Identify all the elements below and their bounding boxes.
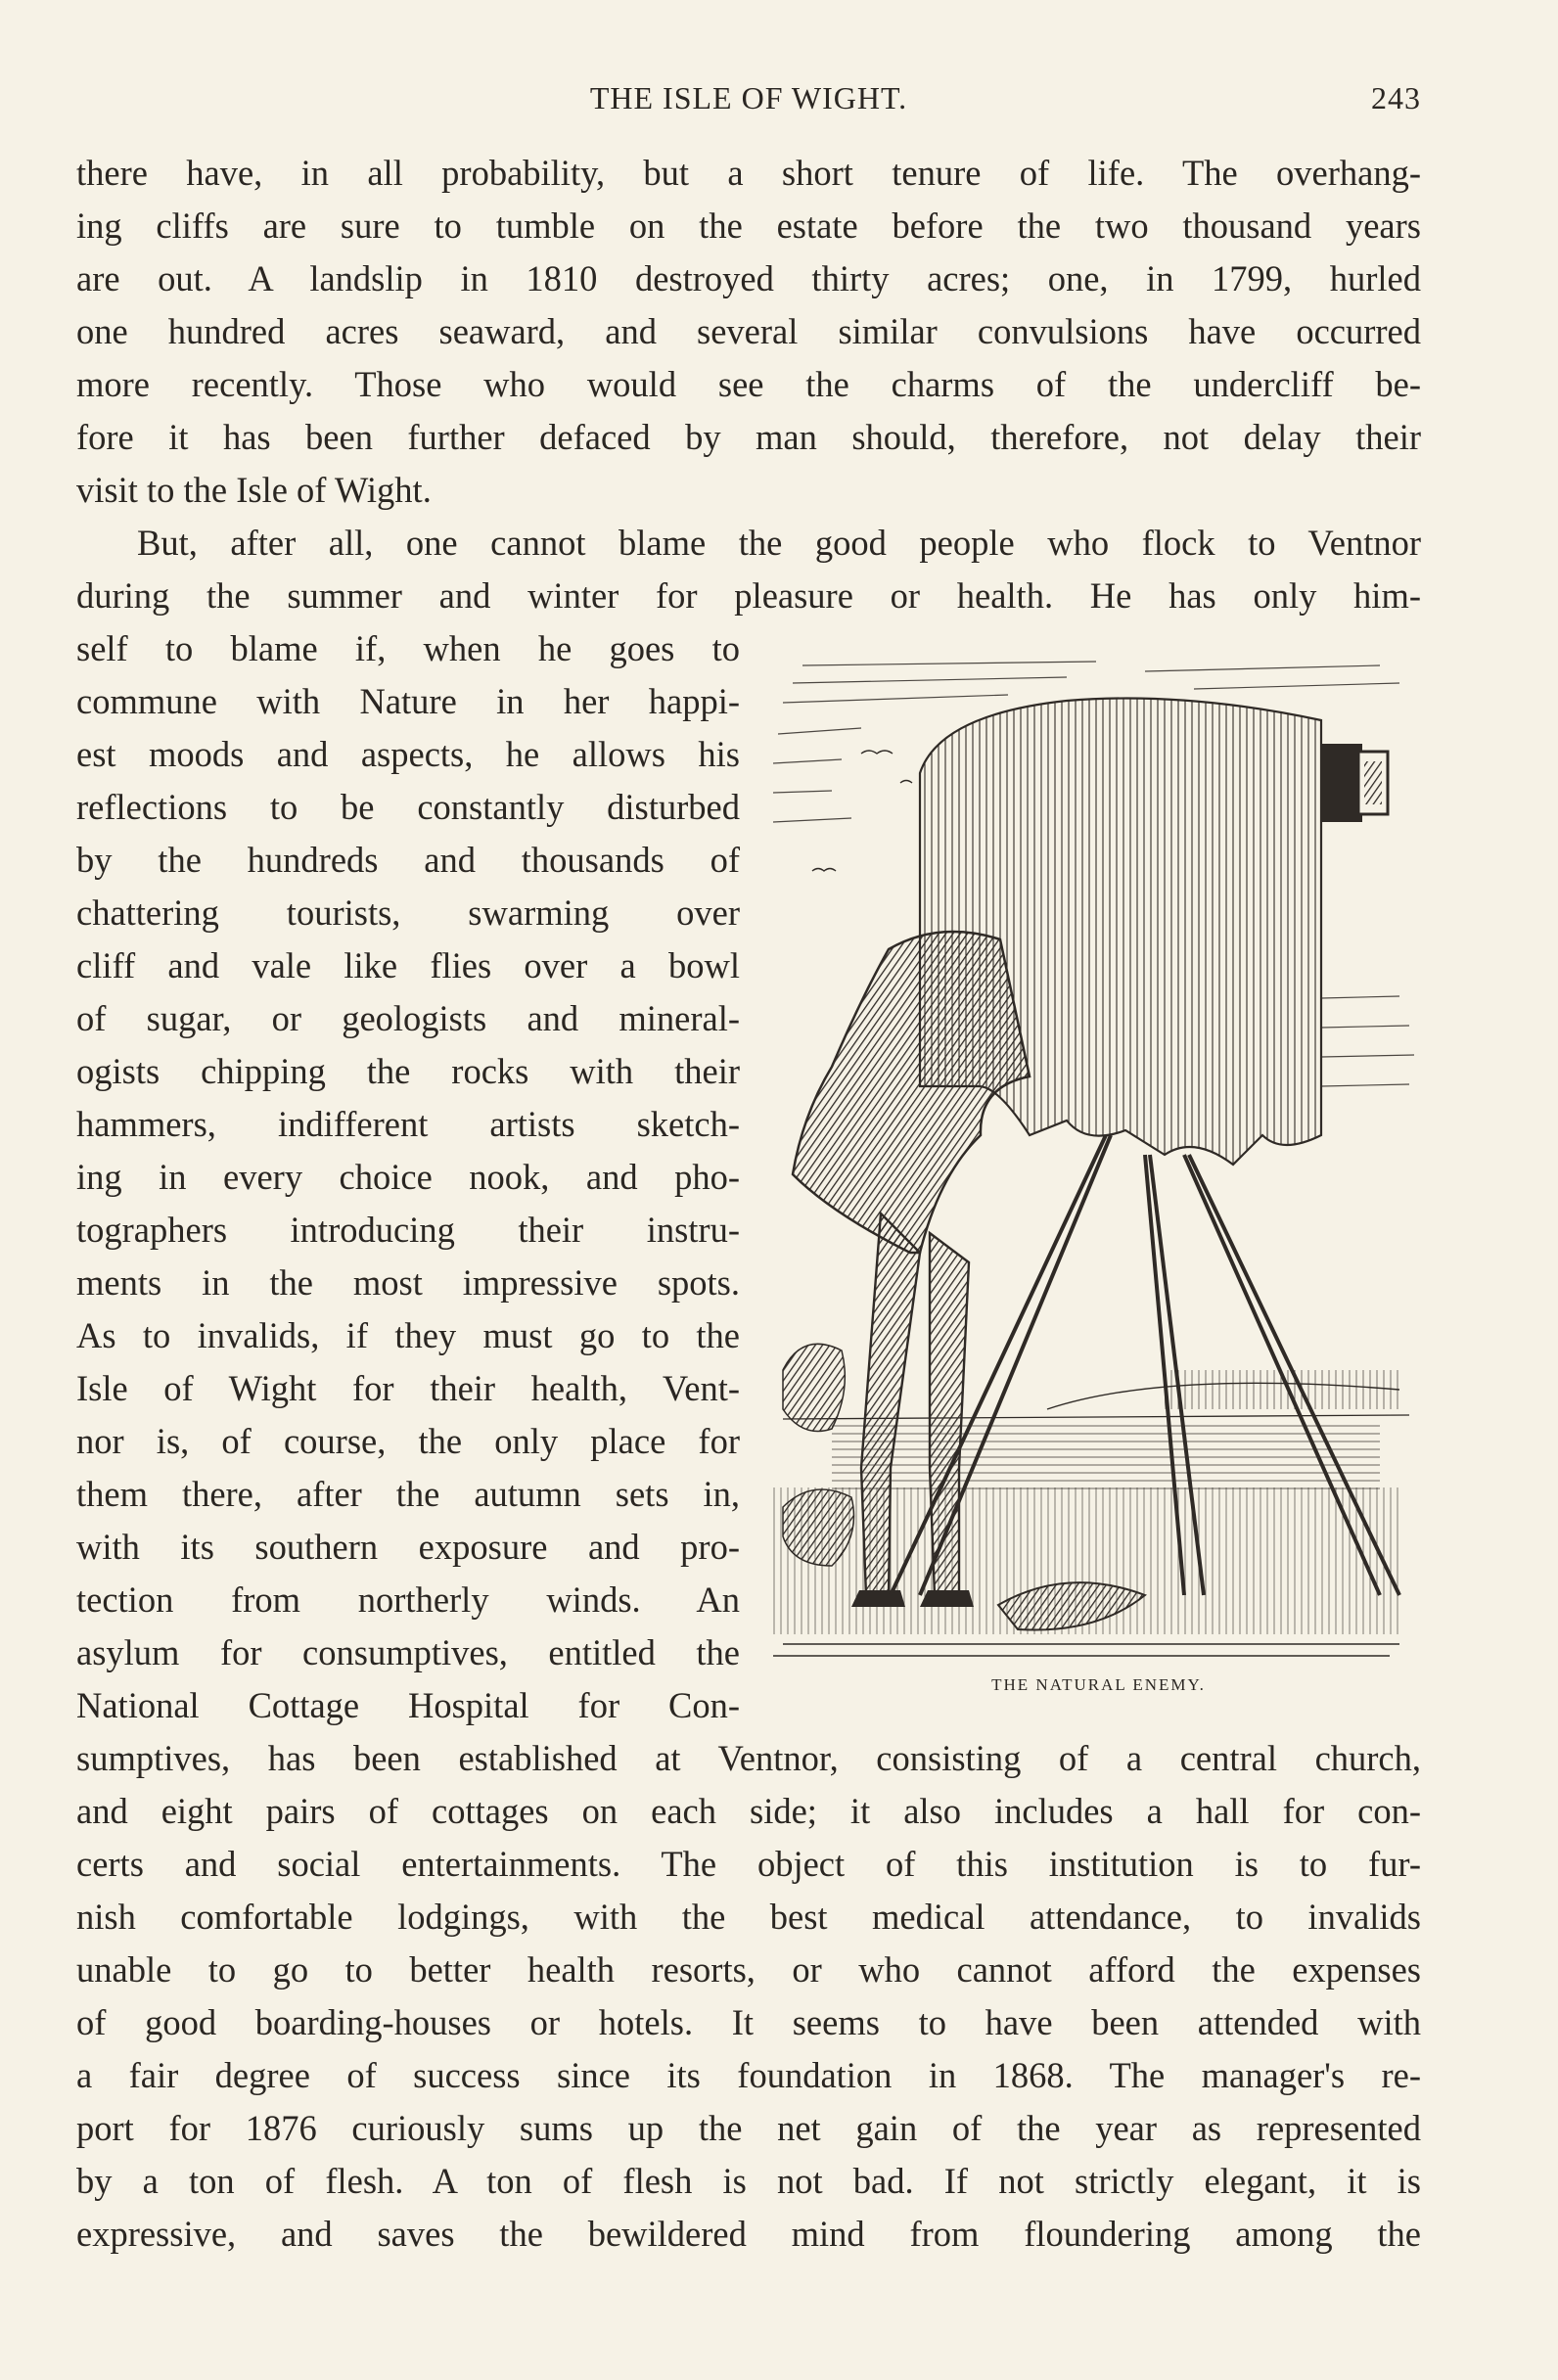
text-line: them there, after the autumn sets in, [76,1474,740,1514]
text-line: tection from northerly winds. An [76,1579,740,1620]
text-line: est moods and aspects, he allows his [76,734,740,774]
text-line: National Cottage Hospital for Con- [76,1685,740,1725]
text-line: by the hundreds and thousands of [76,840,740,880]
text-line: certs and social entertainments. The object of this institution is to fur- [76,1844,1421,1884]
engraving-illustration [773,626,1424,1669]
text-line: But, after all, one cannot blame the good people who flock to Ventnor [137,523,1421,563]
text-line: fore it has been further defaced by man should, therefore, not delay their [76,417,1421,457]
text-line: self to blame if, when he goes to [76,628,740,668]
text-line: expressive, and saves the bewildered mind from floundering among the [76,2214,1421,2254]
text-line: commune with Nature in her happi- [76,681,740,721]
text-line: As to invalids, if they must go to the [76,1315,740,1355]
text-line: during the summer and winter for pleasure or health. He has only him- [76,575,1421,616]
text-line: more recently. Those who would see the charms of the undercliff be- [76,364,1421,404]
text-line: unable to go to better health resorts, or who cannot afford the expenses [76,1949,1421,1990]
text-line: one hundred acres seaward, and several similar convulsions have occurred [76,311,1421,351]
text-line: a fair degree of success since its foundation in 1868. The manager's re- [76,2055,1421,2095]
text-line: of sugar, or geologists and mineral- [76,998,740,1038]
text-line: are out. A landslip in 1810 destroyed thirty acres; one, in 1799, hurled [76,258,1421,298]
text-line: and eight pairs of cottages on each side; it also includes a hall for con- [76,1791,1421,1831]
text-line: cliff and vale like flies over a bowl [76,945,740,985]
page-number: 243 [1371,80,1421,115]
text-line: port for 1876 curiously sums up the net gain of the year as represented [76,2108,1421,2148]
text-line: tographers introducing their instru- [76,1210,740,1250]
figure-caption: THE NATURAL ENEMY. [991,1675,1206,1694]
photographer-coat [793,932,1030,1253]
photographer-camera-illustration [773,626,1424,1669]
text-line: sumptives, has been established at Ventnor, consisting of a central church, [76,1738,1421,1778]
text-line: there have, in all probability, but a short tenure of life. The overhang- [76,153,1421,193]
text-line: ing cliffs are sure to tumble on the estate before the two thousand years [76,206,1421,246]
text-line: reflections to be constantly disturbed [76,787,740,827]
text-line: Isle of Wight for their health, Vent- [76,1368,740,1408]
text-line: of good boarding-houses or hotels. It seems to have been attended with [76,2002,1421,2042]
text-line: nish comfortable lodgings, with the best medical attendance, to invalids [76,1897,1421,1937]
text-line: asylum for consumptives, entitled the [76,1632,740,1672]
text-line: nor is, of course, the only place for [76,1421,740,1461]
text-line: by a ton of flesh. A ton of flesh is not bad. If not strictly elegant, it is [76,2161,1421,2201]
text-line: ogists chipping the rocks with their [76,1051,740,1091]
text-line: ments in the most impressive spots. [76,1262,740,1303]
running-head [76,80,1421,123]
text-line: chattering tourists, swarming over [76,892,740,933]
text-line: with its southern exposure and pro- [76,1527,740,1567]
running-head-title: THE ISLE OF WIGHT. [589,80,908,115]
text-line: hammers, indifferent artists sketch- [76,1104,740,1144]
text-line: visit to the Isle of Wight. [76,470,432,510]
text-line: ing in every choice nook, and pho- [76,1157,740,1197]
